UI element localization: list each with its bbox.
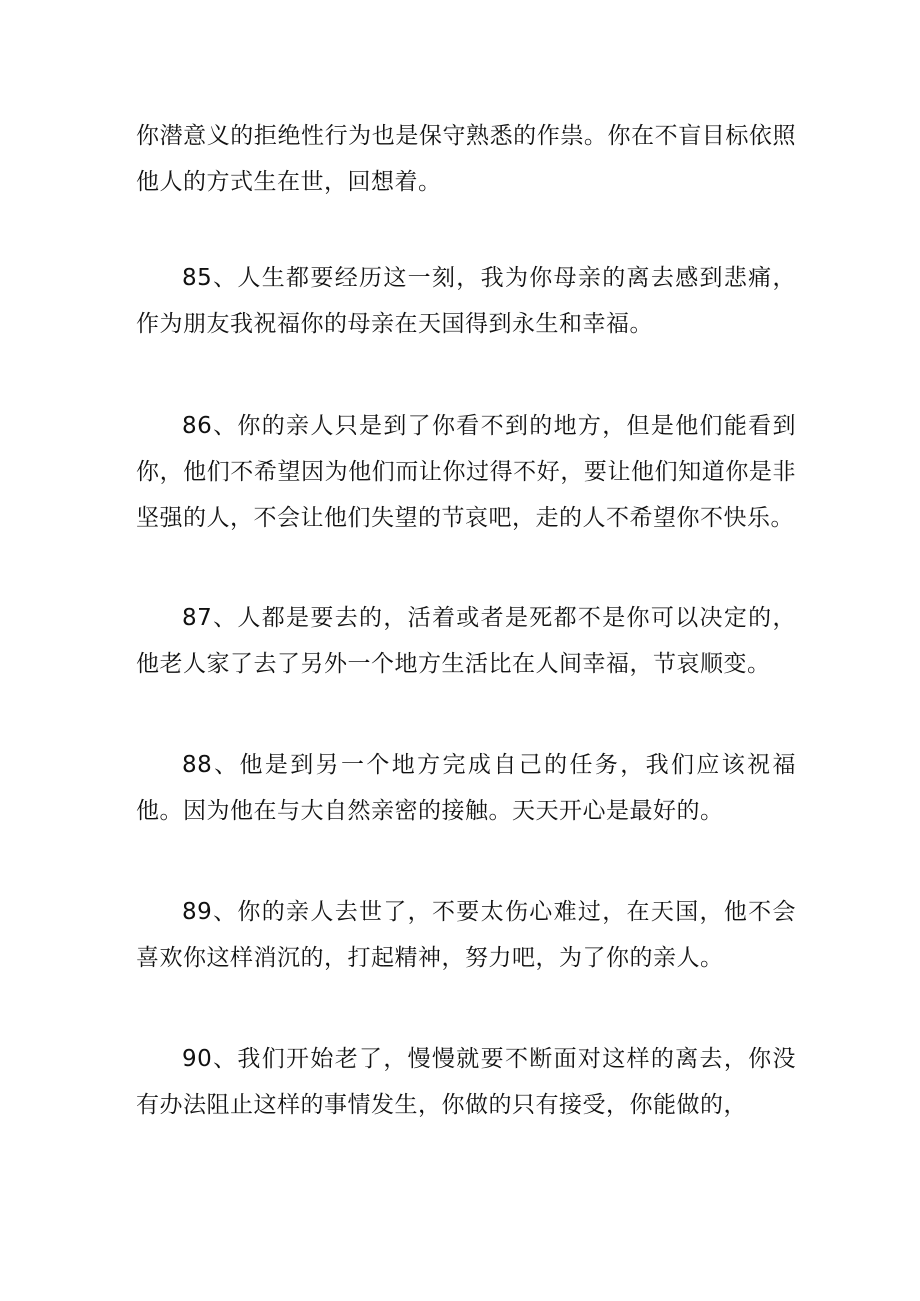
paragraph-87: 87、人都是要去的，活着或者是死都不是你可以决定的，他老人家了去了另外一个地方生活比在人间幸福，节哀顺变。 bbox=[136, 605, 796, 677]
paragraph-continuation: 你潜意义的拒绝性行为也是保守熟悉的作祟。你在不盲目标依照他人的方式生在世，回想着。 bbox=[136, 123, 796, 195]
paragraph-85: 85、人生都要经历这一刻，我为你母亲的离去感到悲痛，作为朋友我祝福你的母亲在天国得到永生和幸福。 bbox=[136, 265, 796, 337]
paragraph-90: 90、我们开始老了，慢慢就要不断面对这样的离去，你没有办法阻止这样的事情发生，你做的只有接受，你能做的， bbox=[136, 1046, 796, 1118]
paragraph-86: 86、你的亲人只是到了你看不到的地方，但是他们能看到你，他们不希望因为他们而让你过得不好，要让他们知道你是非坚强的人，不会让他们失望的节哀吧，走的人不希望你不快乐。 bbox=[136, 413, 796, 531]
paragraph-89: 89、你的亲人去世了，不要太伤心难过，在天国，他不会喜欢你这样消沉的，打起精神，努力吧，为了你的亲人。 bbox=[136, 899, 796, 971]
paragraph-88: 88、他是到另一个地方完成自己的任务，我们应该祝福他。因为他在与大自然亲密的接触。天天开心是最好的。 bbox=[136, 752, 796, 824]
